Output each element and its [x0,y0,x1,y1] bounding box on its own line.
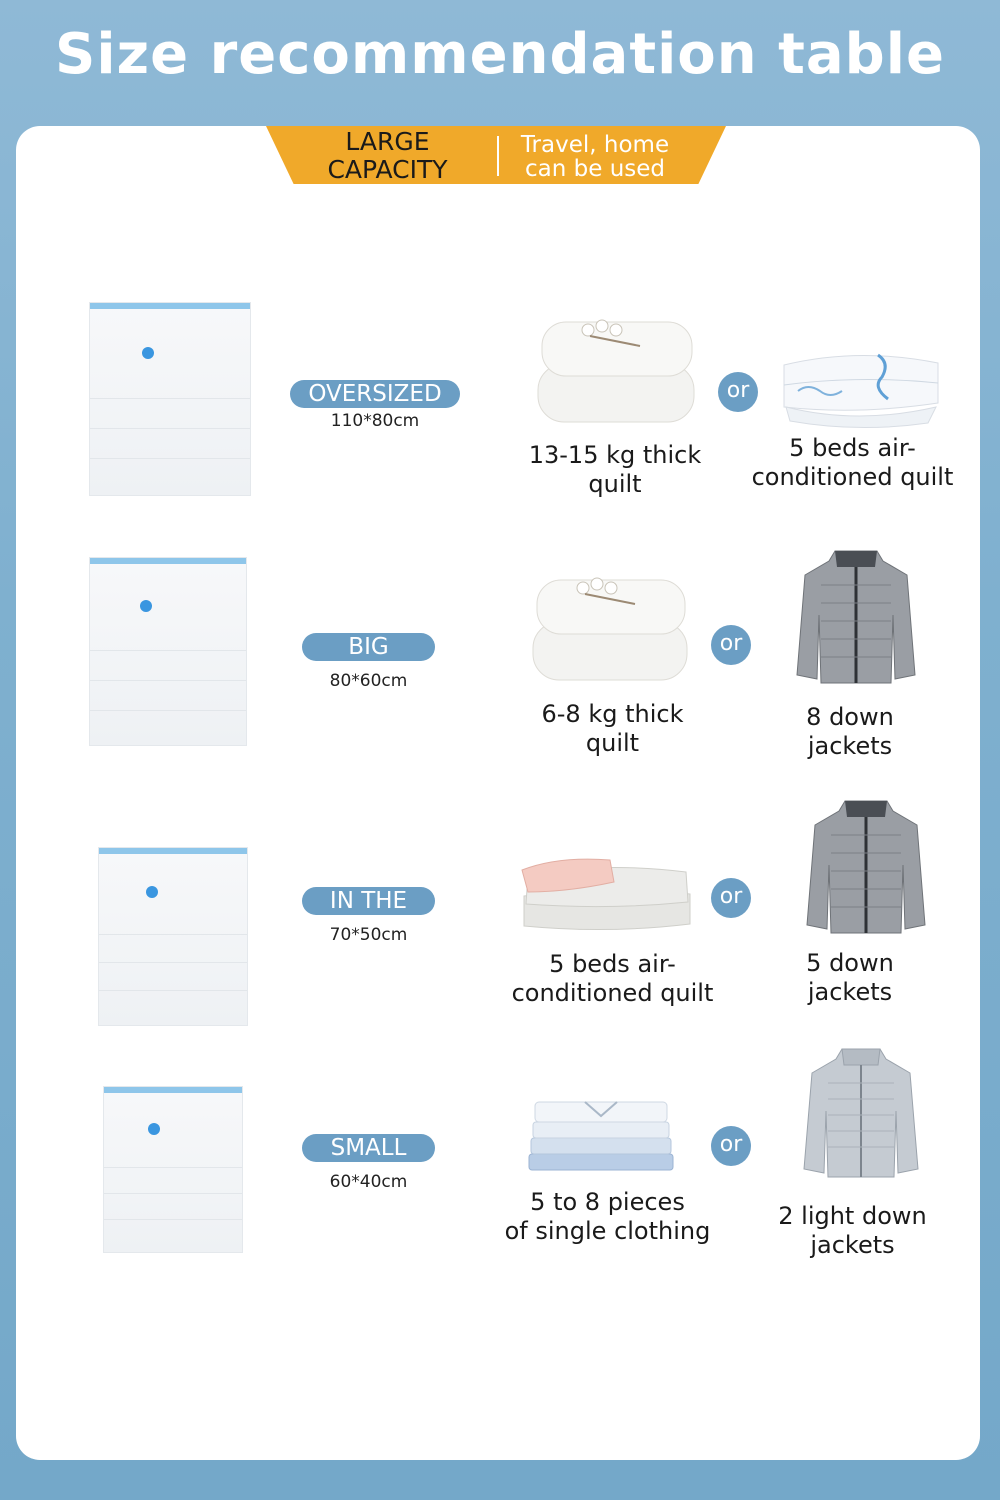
size-dimensions: 60*40cm [329,1172,408,1192]
down-jacket-image [795,545,917,687]
item-caption: 5 down jackets [806,949,894,1006]
or-badge: or [711,878,751,918]
vacuum-bag-image [89,557,247,746]
folded-blanket-image [518,852,696,936]
size-dimensions: 80*60cm [329,671,408,691]
vacuum-bag-image [98,847,248,1026]
size-dimensions: 110*80cm [330,411,420,431]
light-jacket-image [802,1045,920,1181]
item-caption: 5 beds air- conditioned quilt [511,950,714,1007]
or-badge: or [711,625,751,665]
banner-divider [497,136,499,176]
vacuum-bag-image [103,1086,243,1253]
folded-shirts-image [525,1090,677,1176]
down-jacket-image [805,795,927,937]
size-dimensions: 70*50cm [329,925,408,945]
folded-quilt-image [530,312,700,432]
page-title: Size recommendation table [55,22,945,87]
banner-line-travel: Travel, home [520,132,670,158]
vacuum-bag-image [89,302,251,496]
banner-line-capacity: CAPACITY [327,155,448,184]
banner-usage-text [505,133,685,181]
size-pill: IN THE [302,887,435,915]
item-caption: 5 to 8 pieces of single clothing [504,1188,711,1245]
or-badge: or [718,372,758,412]
size-pill: SMALL [302,1134,435,1162]
banner-capacity-text [300,128,475,184]
item-caption: 2 light down jackets [778,1202,927,1259]
item-caption: 6-8 kg thick quilt [541,700,684,757]
item-caption: 5 beds air- conditioned quilt [751,434,954,491]
size-pill: BIG [302,633,435,661]
size-pill: OVERSIZED [290,380,460,408]
or-badge: or [711,1126,751,1166]
item-caption: 8 down jackets [806,703,894,760]
banner-line-used: can be used [525,156,665,182]
printed-quilt-image [778,345,943,430]
folded-quilt-image [525,570,693,690]
item-caption: 13-15 kg thick quilt [528,441,702,498]
banner-line-large: LARGE [345,127,430,156]
